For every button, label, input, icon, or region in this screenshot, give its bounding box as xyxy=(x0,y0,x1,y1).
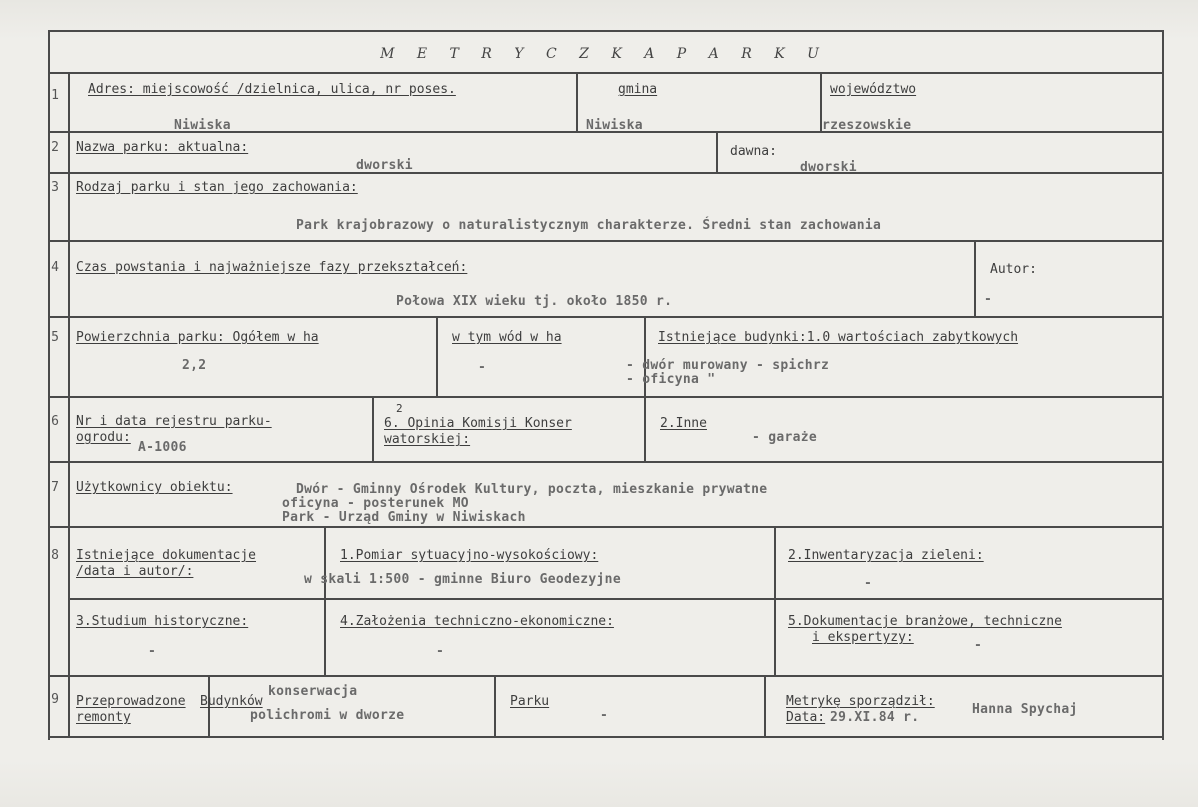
divider xyxy=(716,131,718,172)
right-border xyxy=(1162,30,1164,740)
date-value: 29.XI.84 r. xyxy=(830,710,920,725)
former-name-label: dawna: xyxy=(730,144,777,159)
users-value: Park - Urząd Gminy w Niwiskach xyxy=(282,510,526,525)
divider xyxy=(48,396,1164,398)
row-number: 1 xyxy=(51,88,59,103)
gmina-label: gmina xyxy=(618,82,658,97)
row-number: 9 xyxy=(51,692,59,707)
bottom-border xyxy=(48,736,1164,738)
greenery-inventory-label: 2.Inwentaryzacja zieleni: xyxy=(788,548,984,563)
form-title: M E T R Y C Z K A P A R K U xyxy=(380,46,828,62)
greenery-inventory-value: - xyxy=(864,576,873,591)
divider xyxy=(436,316,438,396)
gmina-value: Niwiska xyxy=(586,118,643,133)
address-label: Adres: miejscowość /dzielnica, ulica, nr poses. xyxy=(88,82,456,97)
divider xyxy=(576,72,578,131)
voivodeship-value: rzeszowskie xyxy=(822,118,912,133)
historical-study-value: - xyxy=(148,644,157,659)
date-label: Data: xyxy=(786,710,826,725)
branch-docs-label: i ekspertyzy: xyxy=(812,630,914,645)
row-number: 3 xyxy=(51,180,59,195)
address-value: Niwiska xyxy=(174,118,231,133)
technical-assumptions-value: - xyxy=(436,644,445,659)
branch-docs-label: 5.Dokumentacje branżowe, techniczne xyxy=(788,614,1062,629)
other-value: - garaże xyxy=(752,430,818,445)
buildings-repairs-value: konserwacja xyxy=(268,684,358,699)
park-type-label: Rodzaj parku i stan jego zachowania: xyxy=(76,180,358,195)
buildings-repairs-value: polichromi w dworze xyxy=(250,708,405,723)
divider xyxy=(68,598,1164,600)
row-number: 6 xyxy=(51,414,59,429)
park-name-label: Nazwa parku: aktualna: xyxy=(76,140,249,155)
row-number: 5 xyxy=(51,330,59,345)
conservation-opinion-label: watorskiej: xyxy=(384,432,471,447)
users-value: Dwór - Gminny Ośrodek Kultury, poczta, mieszkanie prywatne xyxy=(296,482,768,497)
park-record-form xyxy=(40,30,1168,740)
author-value: - xyxy=(984,292,993,307)
prepared-by-value: Hanna Spychaj xyxy=(972,702,1078,717)
conservation-opinion-label: 6. Opinia Komisji Konser xyxy=(384,416,572,431)
divider xyxy=(48,72,1164,74)
water-area-label: w tym wód w ha xyxy=(452,330,562,345)
row-number: 2 xyxy=(51,140,59,155)
branch-docs-value: - xyxy=(974,638,983,653)
left-border xyxy=(48,30,50,740)
register-label: ogrodu: xyxy=(76,430,131,445)
park-repairs-value: - xyxy=(600,708,609,723)
creation-time-value: Połowa XIX wieku tj. około 1850 r. xyxy=(396,294,673,309)
row-number: 7 xyxy=(51,480,59,495)
divider xyxy=(324,526,326,675)
divider xyxy=(974,240,976,316)
opinion-superscript: 2 xyxy=(396,402,403,415)
existing-buildings-value: - oficyna " xyxy=(626,372,716,387)
documentation-label: Istniejące dokumentacje xyxy=(76,548,257,563)
divider xyxy=(48,316,1164,318)
divider xyxy=(774,526,776,675)
voivodeship-label: województwo xyxy=(830,82,917,97)
prepared-by-label: Metrykę sporządził: xyxy=(786,694,935,709)
documentation-label: /data i autor/: xyxy=(76,564,194,579)
other-label: 2.Inne xyxy=(660,416,707,431)
users-value: oficyna - posterunek MO xyxy=(282,496,469,511)
park-repairs-label: Parku xyxy=(510,694,550,709)
survey-label: 1.Pomiar sytuacyjno-wysokościowy: xyxy=(340,548,599,563)
divider xyxy=(644,396,646,461)
park-name-value: dworski xyxy=(356,158,413,173)
divider xyxy=(372,396,374,461)
divider xyxy=(48,240,1164,242)
divider xyxy=(48,526,1164,528)
park-area-value: 2,2 xyxy=(182,358,207,373)
survey-value: w skali 1:500 - gminne Biuro Geodezyjne xyxy=(304,572,621,587)
divider xyxy=(494,675,496,736)
existing-buildings-label: Istniejące budynki:1.0 wartościach zabytkowych xyxy=(658,330,1019,345)
historical-study-label: 3.Studium historyczne: xyxy=(76,614,249,629)
repairs-label: remonty xyxy=(76,710,131,725)
register-value: A-1006 xyxy=(138,440,187,455)
divider xyxy=(48,172,1164,174)
divider xyxy=(764,675,766,736)
users-label: Użytkownicy obiektu: xyxy=(76,480,233,495)
register-label: Nr i data rejestru parku- xyxy=(76,414,272,429)
park-area-label: Powierzchnia parku: Ogółem w ha xyxy=(76,330,319,345)
row-number: 8 xyxy=(51,548,59,563)
creation-time-label: Czas powstania i najważniejsze fazy przekształceń: xyxy=(76,260,468,275)
park-type-value: Park krajobrazowy o naturalistycznym charakterze. Średni stan zachowania xyxy=(296,218,882,233)
former-name-value: dworski xyxy=(800,160,857,175)
repairs-label: Przeprowadzone xyxy=(76,694,186,709)
divider xyxy=(48,461,1164,463)
buildings-repairs-label: Budynków xyxy=(200,694,263,709)
row-number: 4 xyxy=(51,260,59,275)
author-label: Autor: xyxy=(990,262,1037,277)
technical-assumptions-label: 4.Założenia techniczno-ekonomiczne: xyxy=(340,614,614,629)
divider xyxy=(48,675,1164,677)
water-area-value: - xyxy=(478,360,487,375)
top-border xyxy=(48,30,1164,32)
existing-buildings-value: - dwór murowany - spichrz xyxy=(626,358,830,373)
